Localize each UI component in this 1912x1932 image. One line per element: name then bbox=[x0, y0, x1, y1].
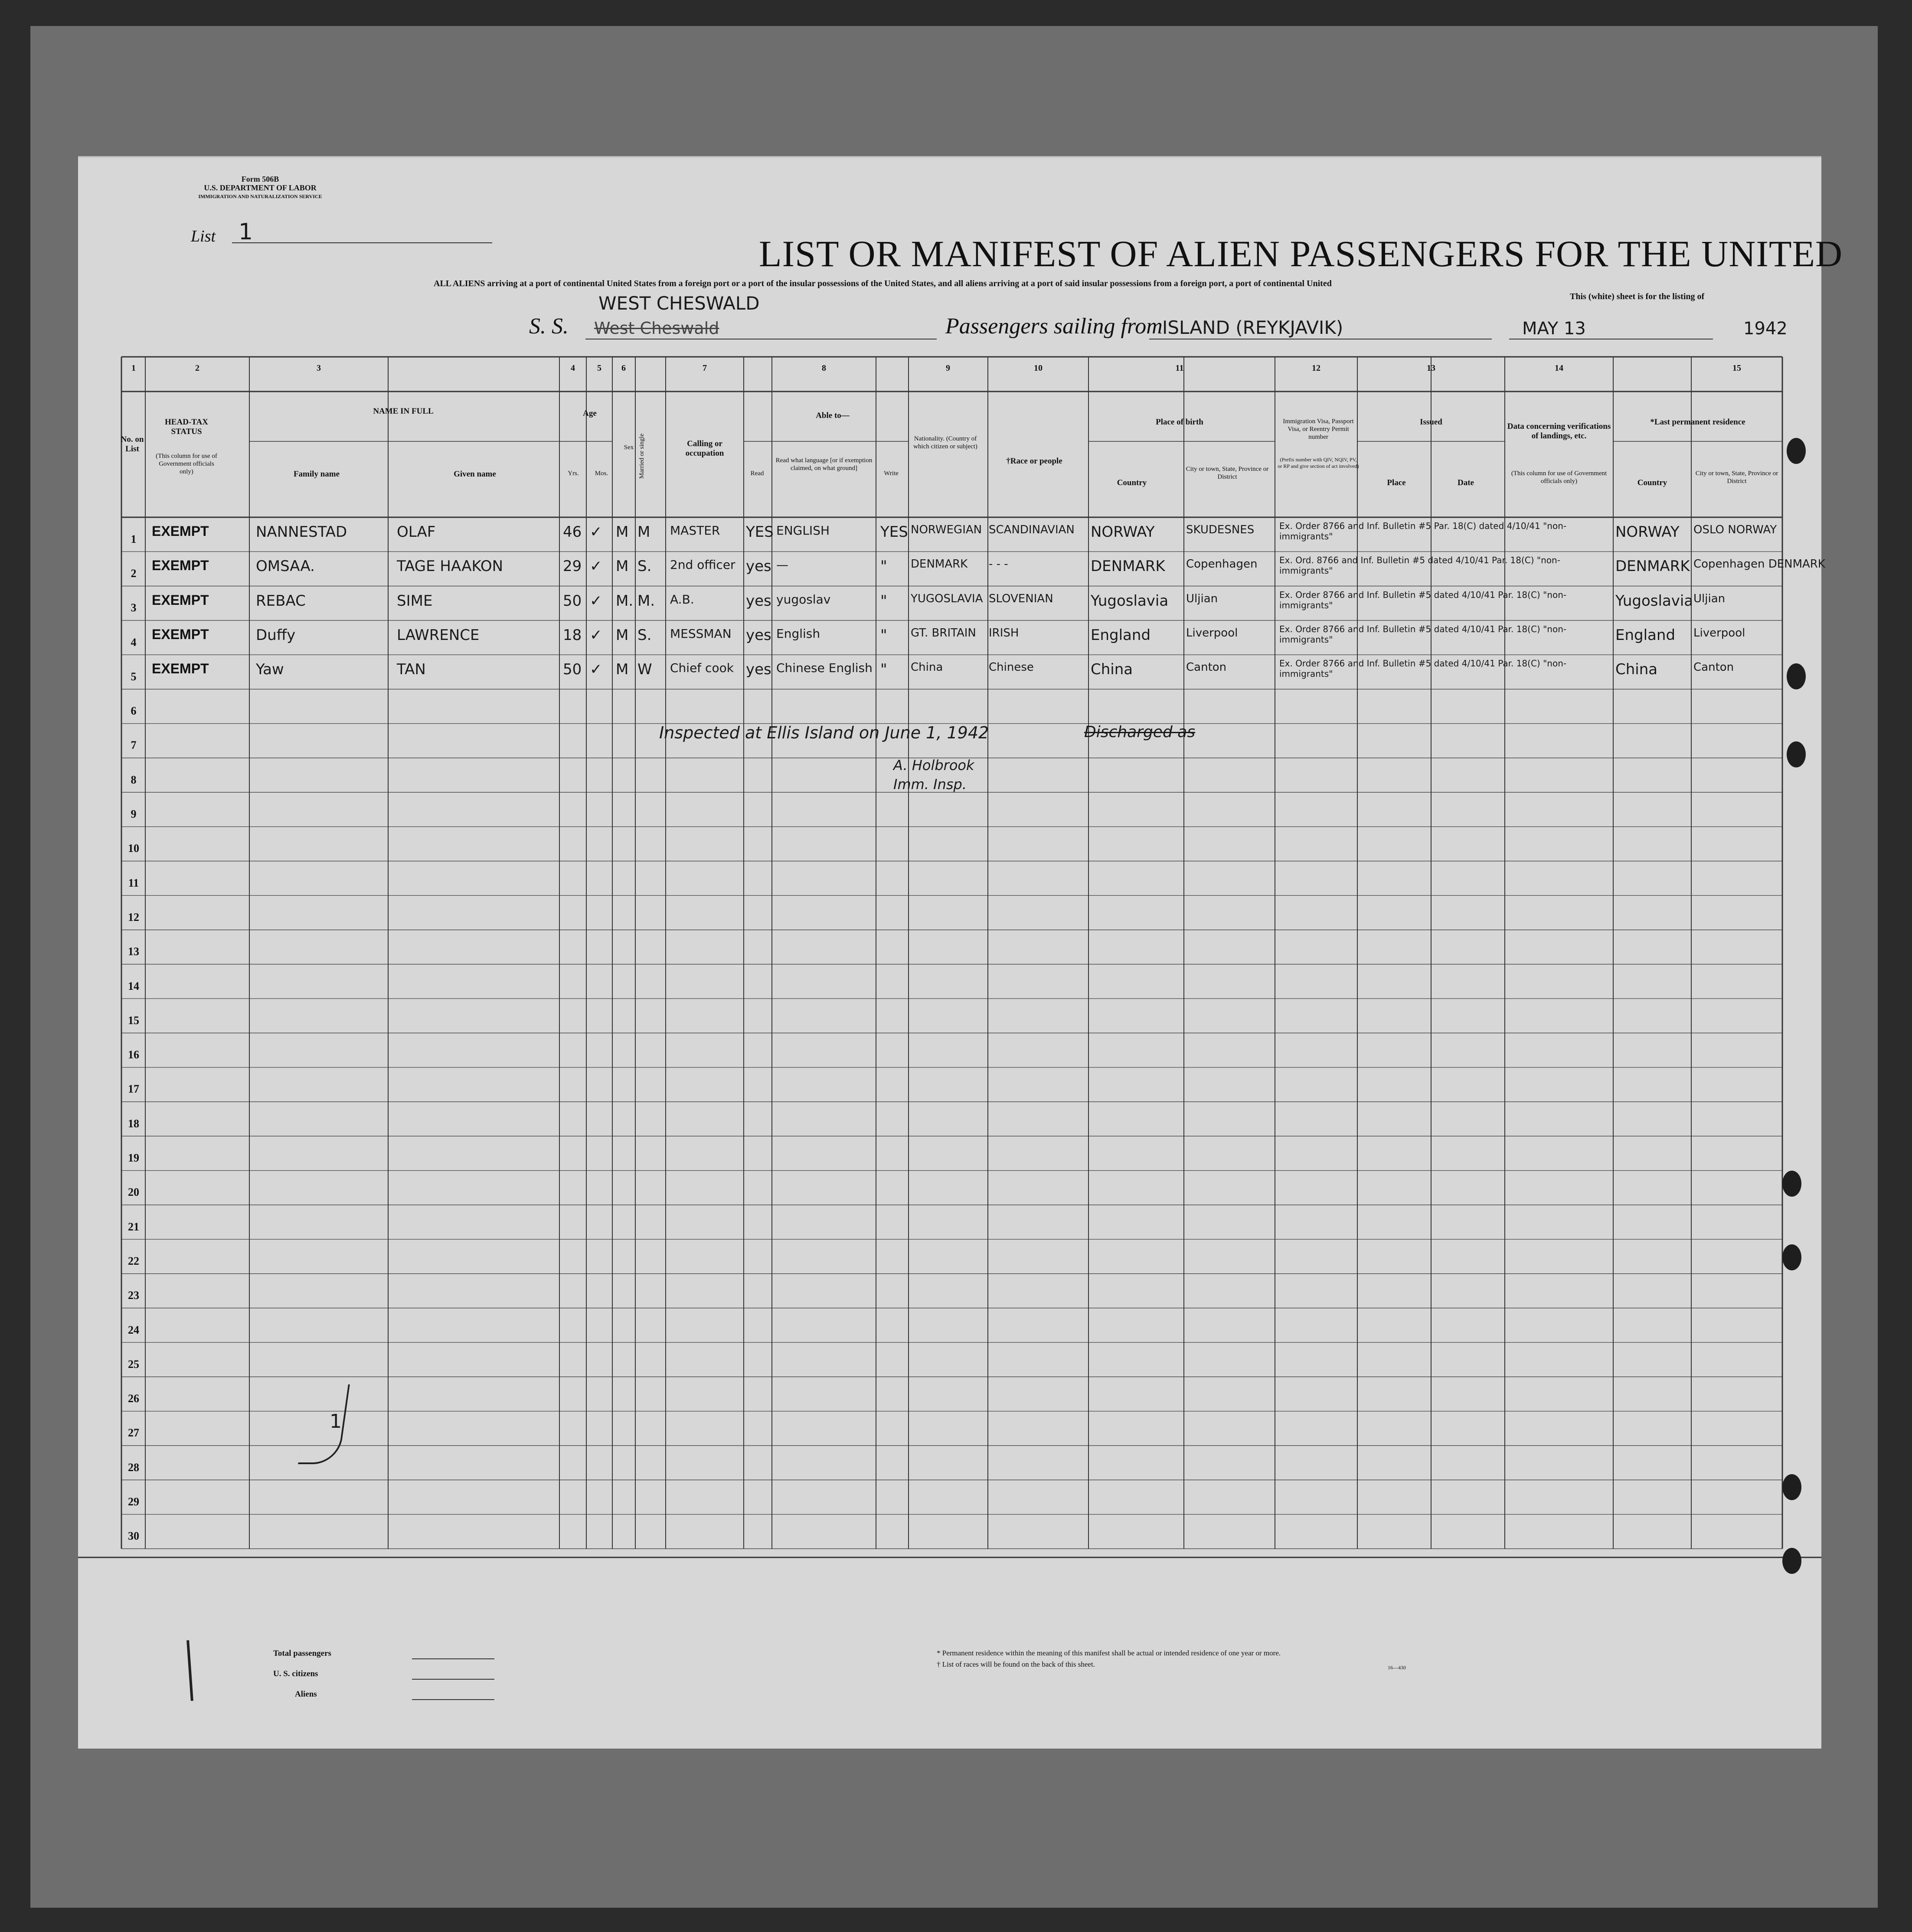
head-tax-status: EXEMPT bbox=[152, 558, 209, 574]
row-number: 7 bbox=[131, 739, 137, 752]
occupation: 2nd officer bbox=[670, 558, 735, 572]
given-name: TAN bbox=[397, 661, 426, 679]
residence-city: Liverpool bbox=[1693, 626, 1745, 640]
column-number: 8 bbox=[822, 363, 826, 373]
column-number: 5 bbox=[597, 363, 601, 373]
header-visa-note: (Prefix number with QIV, NQIV, PV, or RP and give section of act involved) bbox=[1278, 457, 1359, 469]
visa-number: Ex. Order 8766 and Inf. Bulletin #5 dated 4/10/41 Par. 18(C) "non-immigrants" bbox=[1279, 658, 1567, 679]
header-read-language: Read what language [or if exemption claimed, on what ground] bbox=[775, 457, 873, 472]
row-number: 29 bbox=[128, 1495, 139, 1508]
row-number: 27 bbox=[128, 1426, 139, 1439]
row-number: 4 bbox=[131, 636, 137, 649]
nationality: China bbox=[911, 661, 943, 674]
nationality: GT. BRITAIN bbox=[911, 626, 976, 640]
family-name: NANNESTAD bbox=[256, 523, 347, 541]
age-years: 29 bbox=[563, 558, 582, 575]
row-number: 9 bbox=[131, 808, 137, 821]
column-number: 12 bbox=[1312, 363, 1320, 373]
given-name: OLAF bbox=[397, 523, 436, 541]
sex: M bbox=[616, 558, 629, 575]
row-number: 19 bbox=[128, 1152, 139, 1165]
birth-city: Uljian bbox=[1186, 592, 1218, 605]
given-name: LAWRENCE bbox=[397, 626, 480, 644]
can-read: yes bbox=[746, 592, 771, 610]
birth-city: SKUDESNES bbox=[1186, 523, 1255, 536]
header-birth-country: Country bbox=[1117, 478, 1147, 487]
header-mos: Mos. bbox=[595, 470, 608, 477]
row-number: 2 bbox=[131, 567, 137, 580]
footnote-residence: * Permanent residence within the meaning of this manifest shall be actual or intended residence of one year or more. bbox=[937, 1649, 1281, 1657]
residence-country: Yugoslavia bbox=[1615, 592, 1693, 610]
birth-country: NORWAY bbox=[1091, 523, 1155, 541]
list-number: 1 bbox=[239, 219, 253, 245]
binder-hole bbox=[1782, 1244, 1801, 1270]
marital-status: M bbox=[637, 523, 650, 541]
occupation: A.B. bbox=[670, 592, 694, 607]
can-read: YES bbox=[746, 523, 774, 541]
read-language: — bbox=[776, 558, 788, 572]
count-mark: 1 bbox=[330, 1410, 342, 1433]
age-months: ✓ bbox=[590, 626, 602, 644]
residence-city: OSLO NORWAY bbox=[1693, 523, 1777, 536]
header-sex: Sex bbox=[624, 444, 634, 451]
crossed-note: Discharged as bbox=[1084, 723, 1196, 741]
column-number: 15 bbox=[1732, 363, 1741, 373]
column-number: 13 bbox=[1427, 363, 1435, 373]
row-number: 10 bbox=[128, 842, 139, 855]
occupation: MESSMAN bbox=[670, 626, 732, 641]
sailing-year: 1942 bbox=[1743, 319, 1788, 339]
row-number: 24 bbox=[128, 1323, 139, 1336]
binder-hole bbox=[1787, 663, 1806, 689]
residence-city: Uljian bbox=[1693, 592, 1726, 605]
visa-number: Ex. Order 8766 and Inf. Bulletin #5 dated 4/10/41 Par. 18(C) "non-immigrants" bbox=[1279, 623, 1567, 645]
header-birth-city: City or town, State, Province or District bbox=[1186, 466, 1269, 480]
can-read: yes bbox=[746, 626, 771, 644]
aliens-label: Aliens bbox=[295, 1690, 317, 1699]
birth-country: DENMARK bbox=[1091, 558, 1165, 575]
ss-label: S. S. bbox=[529, 314, 569, 339]
head-tax-status: EXEMPT bbox=[152, 661, 209, 677]
total-passengers-label: Total passengers bbox=[273, 1649, 331, 1658]
service: IMMIGRATION AND NATURALIZATION SERVICE bbox=[198, 193, 322, 199]
inspection-note: Inspected at Ellis Island on June 1, 1942 bbox=[659, 723, 989, 742]
visa-number: Ex. Order 8766 and Inf. Bulletin #5 Par. 18(C) dated 4/10/41 "non-immigrants" bbox=[1279, 521, 1567, 542]
header-issued: Issued bbox=[1420, 418, 1442, 427]
residence-country: China bbox=[1615, 661, 1658, 679]
row-number: 15 bbox=[128, 1014, 139, 1027]
ship-name-crossed: West Cheswald bbox=[594, 319, 719, 338]
birth-country: England bbox=[1091, 626, 1151, 644]
column-number: 6 bbox=[621, 363, 626, 373]
header-res-city: City or town, State, Province or District bbox=[1695, 470, 1778, 485]
row-number: 18 bbox=[128, 1117, 139, 1130]
visa-number: Ex. Ord. 8766 and Inf. Bulletin #5 dated 4/10/41 Par. 18(C) "non-immigrants" bbox=[1279, 555, 1560, 576]
head-tax-status: EXEMPT bbox=[152, 626, 209, 642]
read-language: yugoslav bbox=[776, 592, 831, 607]
row-number: 22 bbox=[128, 1254, 139, 1267]
birth-city: Copenhagen bbox=[1186, 558, 1258, 571]
row-number: 1 bbox=[131, 532, 137, 545]
binder-hole bbox=[1782, 1171, 1801, 1197]
nationality: DENMARK bbox=[911, 558, 968, 571]
header-verifications: Data concerning verifications of landings, etc. bbox=[1507, 422, 1611, 441]
birth-country: China bbox=[1091, 661, 1133, 679]
header-head-tax: HEAD-TAX STATUS bbox=[165, 418, 208, 436]
header-race: †Race or people bbox=[1006, 457, 1062, 466]
row-number: 21 bbox=[128, 1220, 139, 1233]
manifest-title: LIST OR MANIFEST OF ALIEN PASSENGERS FOR THE UNITED bbox=[759, 233, 1843, 274]
row-number: 17 bbox=[128, 1083, 139, 1096]
sex: M bbox=[616, 661, 629, 679]
birth-city: Canton bbox=[1186, 661, 1227, 674]
can-read: yes bbox=[746, 558, 771, 575]
row-number: 14 bbox=[128, 979, 139, 992]
row-number: 26 bbox=[128, 1392, 139, 1405]
residence-country: DENMARK bbox=[1615, 558, 1690, 575]
occupation: MASTER bbox=[670, 523, 720, 538]
given-name: SIME bbox=[397, 592, 433, 610]
read-language: ENGLISH bbox=[776, 523, 830, 538]
can-write: " bbox=[880, 661, 887, 679]
header-calling: Calling or occupation bbox=[685, 439, 724, 458]
race: Chinese bbox=[989, 661, 1034, 674]
column-number: 11 bbox=[1175, 363, 1184, 373]
aliens-line bbox=[412, 1699, 494, 1700]
header-yrs: Yrs. bbox=[568, 470, 579, 477]
marital-status: S. bbox=[637, 626, 652, 644]
age-months: ✓ bbox=[590, 661, 602, 679]
can-write: " bbox=[880, 626, 887, 644]
department: U.S. DEPARTMENT OF LABOR bbox=[204, 183, 317, 192]
can-write: " bbox=[880, 592, 887, 610]
row-number: 3 bbox=[131, 601, 137, 614]
footnote-races: † List of races will be found on the back of this sheet. bbox=[937, 1660, 1095, 1668]
read-language: Chinese English bbox=[776, 661, 873, 676]
row-number: 6 bbox=[131, 705, 137, 718]
column-number: 14 bbox=[1555, 363, 1563, 373]
residence-country: England bbox=[1615, 626, 1676, 644]
citizens-line bbox=[412, 1679, 494, 1680]
race: - - - bbox=[989, 558, 1008, 571]
list-label: List bbox=[191, 227, 216, 245]
row-number: 16 bbox=[128, 1048, 139, 1061]
row-number: 5 bbox=[131, 670, 137, 683]
visa-number: Ex. Order 8766 and Inf. Bulletin #5 dated 4/10/41 Par. 18(C) "non-immigrants" bbox=[1279, 589, 1567, 610]
instruction-text-1: ALL ALIENS arriving at a port of continental United States from a foreign port or a port of the insular possessions of the United States, and all aliens arriving at a port of said insular possessions from a foreign port, a port of continental United bbox=[434, 279, 1332, 288]
header-write: Write bbox=[884, 470, 899, 477]
header-able-to: Able to— bbox=[816, 411, 850, 420]
header-verifications-note: (This column for use of Government officials only) bbox=[1511, 470, 1607, 485]
row-number: 23 bbox=[128, 1289, 139, 1302]
column-number: 9 bbox=[946, 363, 950, 373]
column-number: 10 bbox=[1034, 363, 1043, 373]
given-name: TAGE HAAKON bbox=[397, 558, 503, 575]
family-name: Duffy bbox=[256, 626, 296, 644]
row-number: 25 bbox=[128, 1358, 139, 1371]
table-grid bbox=[78, 157, 1825, 1749]
birth-country: Yugoslavia bbox=[1091, 592, 1169, 610]
sailing-label: Passengers sailing from bbox=[945, 314, 1163, 339]
inspector-signature: A. Holbrook Imm. Insp. bbox=[893, 757, 974, 793]
column-number: 3 bbox=[317, 363, 321, 373]
header-place-of-birth: Place of birth bbox=[1156, 418, 1203, 427]
header-issued-date: Date bbox=[1458, 478, 1474, 487]
birth-city: Liverpool bbox=[1186, 626, 1238, 640]
row-number: 12 bbox=[128, 911, 139, 924]
header-res-country: Country bbox=[1637, 478, 1667, 487]
header-given-name: Given name bbox=[454, 470, 496, 479]
marital-status: W bbox=[637, 661, 652, 679]
header-read: Read bbox=[750, 470, 764, 477]
header-last-residence: *Last permanent residence bbox=[1650, 418, 1745, 427]
row-number: 20 bbox=[128, 1186, 139, 1199]
residence-country: NORWAY bbox=[1615, 523, 1680, 541]
header-visa: Immigration Visa, Passport Visa, or Reentry Permit number bbox=[1283, 418, 1354, 441]
can-write: " bbox=[880, 558, 887, 575]
form-number: Form 506B bbox=[241, 175, 279, 183]
binder-hole bbox=[1787, 438, 1806, 464]
column-number: 4 bbox=[571, 363, 575, 373]
sex: M bbox=[616, 626, 629, 644]
header-issued-place: Place bbox=[1387, 478, 1406, 487]
age-months: ✓ bbox=[590, 558, 602, 575]
header-married: Married or single bbox=[638, 433, 645, 479]
race: SCANDINAVIAN bbox=[989, 523, 1075, 536]
age-months: ✓ bbox=[590, 592, 602, 610]
binder-hole bbox=[1782, 1548, 1801, 1574]
marital-status: S. bbox=[637, 558, 652, 575]
occupation: Chief cook bbox=[670, 661, 734, 676]
residence-city: Copenhagen DENMARK bbox=[1693, 558, 1825, 571]
row-number: 28 bbox=[128, 1461, 139, 1474]
marital-status: M. bbox=[637, 592, 655, 610]
column-number: 2 bbox=[195, 363, 199, 373]
age-months: ✓ bbox=[590, 523, 602, 541]
residence-city: Canton bbox=[1693, 661, 1734, 674]
binder-hole bbox=[1787, 741, 1806, 767]
row-number: 30 bbox=[128, 1530, 139, 1543]
manifest-sheet bbox=[78, 156, 1843, 1749]
header-nationality: Nationality. (Country of which citizen or subject) bbox=[913, 435, 977, 450]
binder-hole bbox=[1782, 1474, 1801, 1500]
header-head-tax-note: (This column for use of Government officials only) bbox=[156, 453, 217, 475]
family-name: Yaw bbox=[256, 661, 284, 679]
family-name: OMSAA. bbox=[256, 558, 315, 575]
race: SLOVENIAN bbox=[989, 592, 1053, 605]
header-age: Age bbox=[583, 409, 597, 418]
age-years: 50 bbox=[563, 592, 582, 610]
header-family-name: Family name bbox=[293, 470, 340, 479]
row-number: 13 bbox=[128, 945, 139, 958]
age-years: 46 bbox=[563, 523, 582, 541]
column-number: 1 bbox=[131, 363, 136, 373]
us-citizens-label: U. S. citizens bbox=[273, 1669, 318, 1678]
sex: M bbox=[616, 523, 629, 541]
row-number: 8 bbox=[131, 773, 137, 786]
race: IRISH bbox=[989, 626, 1019, 640]
sailing-date: MAY 13 bbox=[1522, 319, 1586, 339]
can-read: yes bbox=[746, 661, 771, 679]
age-years: 50 bbox=[563, 661, 582, 679]
print-code: 16—430 bbox=[1388, 1664, 1406, 1671]
age-years: 18 bbox=[563, 626, 582, 644]
nationality: YUGOSLAVIA bbox=[911, 592, 983, 605]
sex: M. bbox=[616, 592, 634, 610]
header-name-in-full: NAME IN FULL bbox=[373, 407, 434, 416]
ship-name: WEST CHESWALD bbox=[598, 293, 760, 314]
nationality: NORWEGIAN bbox=[911, 523, 982, 536]
head-tax-status: EXEMPT bbox=[152, 592, 209, 608]
can-write: YES bbox=[880, 523, 908, 541]
sailing-from: ISLAND (REYKJAVIK) bbox=[1162, 317, 1343, 338]
total-line bbox=[412, 1658, 494, 1659]
instruction-text-2: This (white) sheet is for the listing of bbox=[1570, 292, 1705, 301]
column-number: 7 bbox=[703, 363, 707, 373]
row-number: 11 bbox=[128, 876, 139, 889]
family-name: REBAC bbox=[256, 592, 306, 610]
head-tax-status: EXEMPT bbox=[152, 523, 209, 539]
header-no-on-list: No. on List bbox=[121, 435, 144, 454]
read-language: English bbox=[776, 626, 820, 641]
